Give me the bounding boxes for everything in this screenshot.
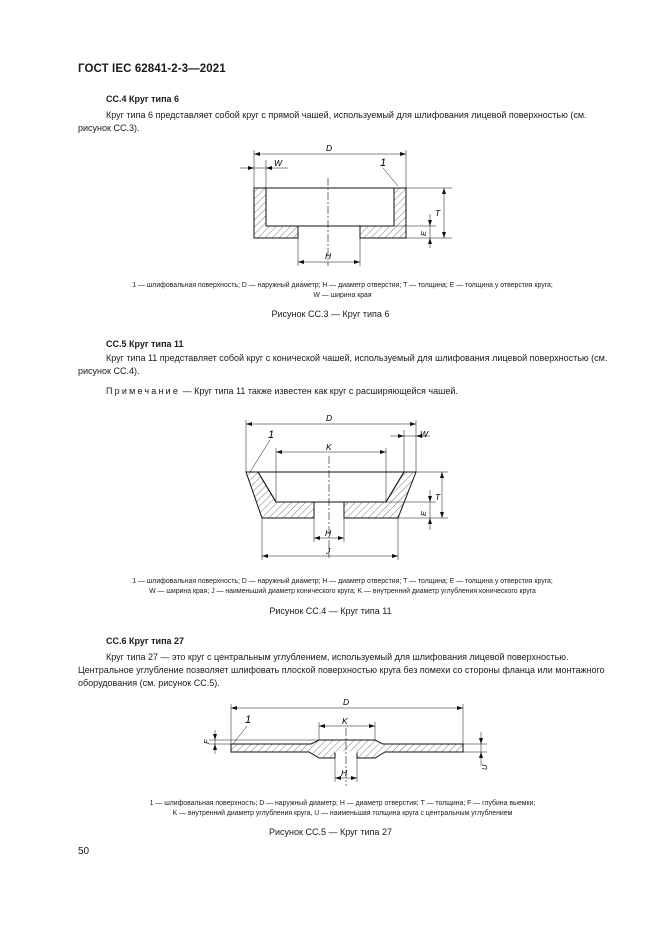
- section-cc6-title: CC.6 Круг типа 27: [106, 636, 185, 646]
- cc4-label-h: H: [325, 528, 332, 538]
- section-cc6-text: Круг типа 27 — это круг с центральным углублением, используемый для шлифования лицевой поверхностью. Центральное углубление позволяет шлифовать плоской поверхностью круга без помехи со стороны фланца или монтажного оборудования (см. рисунок CC.5).: [78, 652, 605, 688]
- section-cc5-title: CC.5 Круг типа 11: [106, 339, 184, 349]
- document-header: ГОСТ IEC 62841-2-3—2021: [78, 63, 226, 75]
- cc5-label-h: H: [341, 768, 348, 778]
- cc4-legend-line1: 1 — шлифовальная поверхность; D — наружный диаметр; H — диаметр отверстия; T — толщина; E — толщина у отверстия круга;: [132, 578, 553, 585]
- cc3-label-e: E: [419, 230, 428, 236]
- cc3-legend-line1: 1 — шлифовальная поверхность; D — наружный диаметр; H — диаметр отверстия; T — толщина; E — толщина у отверстия круга;: [132, 282, 553, 289]
- cc3-label-t: T: [435, 208, 441, 218]
- cc5-legend-line2: K — внутренний диаметр углубления круга, U — наименьшая толщина круга с центральным углублением: [172, 810, 513, 817]
- figure-cc5-caption: Рисунок CC.5 — Круг типа 27: [269, 827, 392, 837]
- cc3-legend-line2: W — ширина края: [313, 292, 372, 299]
- section-cc5-note: [106, 385, 458, 398]
- cc4-label-d: D: [326, 413, 333, 423]
- cc3-label-d: D: [326, 143, 333, 153]
- cc3-label-h: H: [325, 251, 332, 261]
- note-text: — Круг типа 11 также известен как круг с расширяющейся чашей.: [180, 386, 458, 396]
- figure-cc5-legend: [70, 799, 615, 819]
- section-cc5-text: Круг типа 11 представляет собой круг с конической чашей, используемый для шлифования лицевой поверхностью (см. рисунок CC.4).: [78, 353, 608, 376]
- figure-cc3-legend: [70, 281, 615, 301]
- cc4-label-1: 1: [268, 429, 275, 441]
- page-number: 50: [78, 846, 90, 857]
- cc4-label-k: K: [326, 442, 332, 452]
- figure-cc3-drawing: [230, 138, 470, 268]
- cc5-label-u: U: [480, 764, 489, 770]
- section-cc4-title: CC.4 Круг типа 6: [106, 94, 180, 104]
- figure-cc4-drawing: [230, 408, 465, 570]
- cc5-label-d: D: [343, 697, 350, 707]
- cc4-legend-line2: W — ширина края; J — наименьший диаметр конического круга; K — внутренний диаметр углубления конического круга: [149, 588, 536, 595]
- cc4-label-j: J: [326, 546, 331, 556]
- cc4-label-t: T: [435, 492, 441, 502]
- figure-cc4-caption: Рисунок CC.4 — Круг типа 11: [269, 606, 392, 616]
- cc4-label-w: W: [420, 429, 429, 439]
- section-cc4-text: Круг типа 6 представляет собой круг с прямой чашей, используемый для шлифования лицевой поверхностью (см. рисунок CC.3).: [78, 110, 587, 133]
- cc5-label-k: K: [342, 716, 348, 726]
- cc5-label-f: F: [202, 739, 211, 744]
- cc4-label-e: E: [419, 510, 428, 516]
- cc3-label-1: 1: [380, 157, 387, 169]
- cc5-label-1: 1: [245, 714, 252, 726]
- figure-cc3-caption: Рисунок CC.3 — Круг типа 6: [271, 309, 390, 319]
- figure-cc4-legend: [70, 577, 615, 597]
- figure-cc5-drawing: [195, 694, 500, 788]
- note-label: Примечание: [106, 386, 181, 396]
- cc3-label-w: W: [274, 158, 283, 168]
- cc5-legend-line1: 1 — шлифовальная поверхность; D — наружный диаметр; H — диаметр отверстия; T — толщина; F — глубина выемки;: [149, 800, 536, 807]
